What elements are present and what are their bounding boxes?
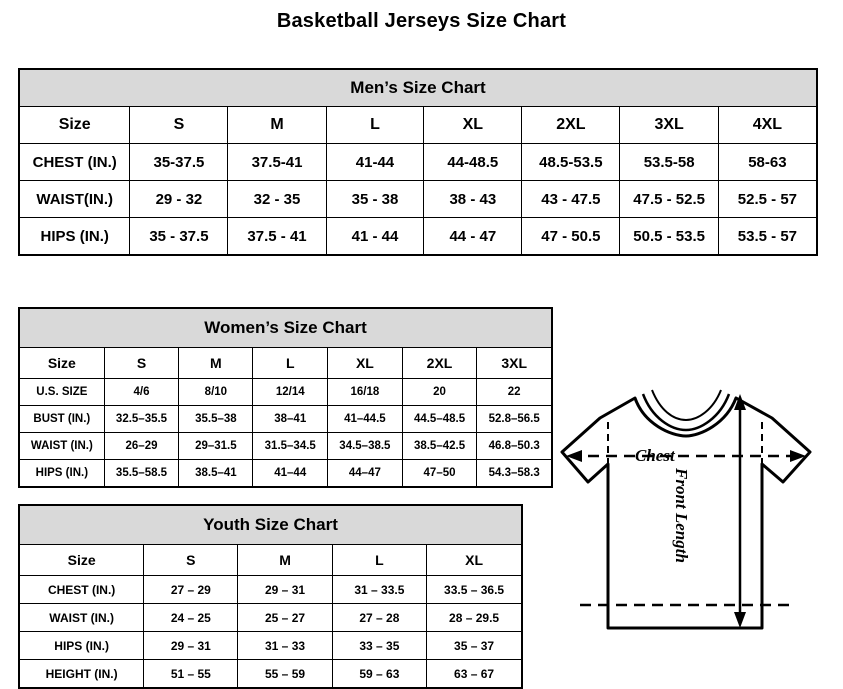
womens-cell-2-1: 29–31.5: [179, 433, 253, 460]
womens-col-header-4: XL: [328, 348, 403, 379]
mens-cell-0-1: 37.5-41: [228, 144, 326, 181]
womens-cell-0-0: 4/6: [104, 379, 179, 406]
womens-cell-2-3: 34.5–38.5: [328, 433, 403, 460]
youth-table-caption: Youth Size Chart: [19, 505, 522, 545]
mens-cell-0-0: 35-37.5: [130, 144, 228, 181]
womens-cell-3-3: 44–47: [328, 460, 403, 488]
youth-cell-2-3: 35 – 37: [427, 632, 522, 660]
jersey-measurement-diagram: [540, 360, 840, 680]
mens-cell-1-6: 52.5 - 57: [718, 181, 817, 218]
womens-cell-0-5: 22: [477, 379, 552, 406]
mens-col-header-0: Size: [19, 107, 130, 144]
womens-cell-2-5: 46.8–50.3: [477, 433, 552, 460]
chest-measure-label: Chest: [635, 446, 675, 465]
mens-col-header-1: S: [130, 107, 228, 144]
mens-cell-0-2: 41-44: [326, 144, 424, 181]
mens-table-body: [19, 69, 817, 255]
womens-row-label-0: U.S. SIZE: [19, 379, 104, 406]
mens-col-header-3: L: [326, 107, 424, 144]
youth-cell-3-0: 51 – 55: [144, 660, 238, 689]
mens-row-label-1: WAIST(IN.): [19, 181, 130, 218]
youth-cell-0-2: 31 – 33.5: [332, 576, 427, 604]
mens-cell-1-4: 43 - 47.5: [522, 181, 620, 218]
front-length-measure-label: Front Length: [672, 468, 691, 563]
table-row: [19, 144, 817, 181]
youth-cell-2-2: 33 – 35: [332, 632, 427, 660]
youth-col-header-0: Size: [19, 545, 144, 576]
womens-cell-0-4: 20: [402, 379, 477, 406]
youth-col-header-2: M: [238, 545, 332, 576]
table-row: [19, 379, 552, 406]
womens-cell-0-3: 16/18: [328, 379, 403, 406]
womens-row-label-2: WAIST (IN.): [19, 433, 104, 460]
womens-cell-2-2: 31.5–34.5: [253, 433, 328, 460]
youth-header-row: [19, 545, 522, 576]
womens-cell-2-4: 38.5–42.5: [402, 433, 477, 460]
table-row: [19, 632, 522, 660]
mens-size-table: [18, 68, 818, 256]
youth-cell-1-3: 28 – 29.5: [427, 604, 522, 632]
womens-cell-1-4: 44.5–48.5: [402, 406, 477, 433]
mens-cell-0-4: 48.5-53.5: [522, 144, 620, 181]
youth-caption-row: [19, 505, 522, 545]
youth-cell-3-1: 55 – 59: [238, 660, 332, 689]
youth-col-header-1: S: [144, 545, 238, 576]
womens-col-header-3: L: [253, 348, 328, 379]
youth-cell-1-2: 27 – 28: [332, 604, 427, 632]
youth-cell-2-1: 31 – 33: [238, 632, 332, 660]
table-row: [19, 433, 552, 460]
womens-size-table: [18, 307, 553, 488]
mens-cell-0-3: 44-48.5: [424, 144, 522, 181]
youth-cell-3-3: 63 – 67: [427, 660, 522, 689]
womens-cell-1-3: 41–44.5: [328, 406, 403, 433]
mens-cell-2-5: 50.5 - 53.5: [620, 218, 718, 256]
mens-cell-1-3: 38 - 43: [424, 181, 522, 218]
mens-size-chart: [18, 68, 818, 256]
table-row: [19, 660, 522, 689]
mens-cell-2-1: 37.5 - 41: [228, 218, 326, 256]
mens-row-label-2: HIPS (IN.): [19, 218, 130, 256]
womens-col-header-2: M: [179, 348, 253, 379]
table-row: [19, 406, 552, 433]
womens-cell-3-4: 47–50: [402, 460, 477, 488]
womens-size-chart: [18, 307, 553, 488]
youth-col-header-4: XL: [427, 545, 522, 576]
youth-cell-2-0: 29 – 31: [144, 632, 238, 660]
youth-cell-3-2: 59 – 63: [332, 660, 427, 689]
youth-size-table: [18, 504, 523, 689]
youth-cell-0-3: 33.5 – 36.5: [427, 576, 522, 604]
womens-cell-3-5: 54.3–58.3: [477, 460, 552, 488]
womens-col-header-1: S: [104, 348, 179, 379]
table-row: [19, 604, 522, 632]
womens-row-label-1: BUST (IN.): [19, 406, 104, 433]
mens-cell-1-5: 47.5 - 52.5: [620, 181, 718, 218]
youth-row-label-2: HIPS (IN.): [19, 632, 144, 660]
mens-col-header-4: XL: [424, 107, 522, 144]
womens-cell-3-0: 35.5–58.5: [104, 460, 179, 488]
womens-table-body: [19, 308, 552, 487]
youth-cell-1-1: 25 – 27: [238, 604, 332, 632]
mens-col-header-5: 2XL: [522, 107, 620, 144]
womens-cell-3-2: 41–44: [253, 460, 328, 488]
mens-col-header-6: 3XL: [620, 107, 718, 144]
womens-cell-2-0: 26–29: [104, 433, 179, 460]
table-row: [19, 576, 522, 604]
mens-table-caption: Men’s Size Chart: [19, 69, 817, 107]
mens-cell-1-0: 29 - 32: [130, 181, 228, 218]
womens-cell-0-1: 8/10: [179, 379, 253, 406]
table-row: [19, 460, 552, 488]
youth-table-body: [19, 505, 522, 688]
youth-row-label-0: CHEST (IN.): [19, 576, 144, 604]
womens-caption-row: [19, 308, 552, 348]
womens-cell-0-2: 12/14: [253, 379, 328, 406]
youth-cell-0-0: 27 – 29: [144, 576, 238, 604]
womens-cell-1-2: 38–41: [253, 406, 328, 433]
womens-col-header-6: 3XL: [477, 348, 552, 379]
womens-col-header-5: 2XL: [402, 348, 477, 379]
mens-header-row: [19, 107, 817, 144]
mens-row-label-0: CHEST (IN.): [19, 144, 130, 181]
womens-row-label-3: HIPS (IN.): [19, 460, 104, 488]
mens-cell-2-2: 41 - 44: [326, 218, 424, 256]
youth-col-header-3: L: [332, 545, 427, 576]
mens-caption-row: [19, 69, 817, 107]
youth-cell-0-1: 29 – 31: [238, 576, 332, 604]
womens-cell-1-5: 52.8–56.5: [477, 406, 552, 433]
womens-table-caption: Women’s Size Chart: [19, 308, 552, 348]
youth-cell-1-0: 24 – 25: [144, 604, 238, 632]
womens-cell-1-0: 32.5–35.5: [104, 406, 179, 433]
youth-size-chart: [18, 504, 523, 689]
mens-col-header-2: M: [228, 107, 326, 144]
youth-row-label-3: HEIGHT (IN.): [19, 660, 144, 689]
page-title: Basketball Jerseys Size Chart: [276, 10, 567, 32]
mens-cell-2-3: 44 - 47: [424, 218, 522, 256]
table-row: [19, 218, 817, 256]
mens-cell-2-0: 35 - 37.5: [130, 218, 228, 256]
mens-col-header-7: 4XL: [718, 107, 817, 144]
mens-cell-1-2: 35 - 38: [326, 181, 424, 218]
womens-cell-1-1: 35.5–38: [179, 406, 253, 433]
mens-cell-1-1: 32 - 35: [228, 181, 326, 218]
mens-cell-2-4: 47 - 50.5: [522, 218, 620, 256]
womens-cell-3-1: 38.5–41: [179, 460, 253, 488]
mens-cell-0-6: 58-63: [718, 144, 817, 181]
womens-col-header-0: Size: [19, 348, 104, 379]
mens-cell-2-6: 53.5 - 57: [718, 218, 817, 256]
table-row: [19, 181, 817, 218]
womens-header-row: [19, 348, 552, 379]
youth-row-label-1: WAIST (IN.): [19, 604, 144, 632]
mens-cell-0-5: 53.5-58: [620, 144, 718, 181]
